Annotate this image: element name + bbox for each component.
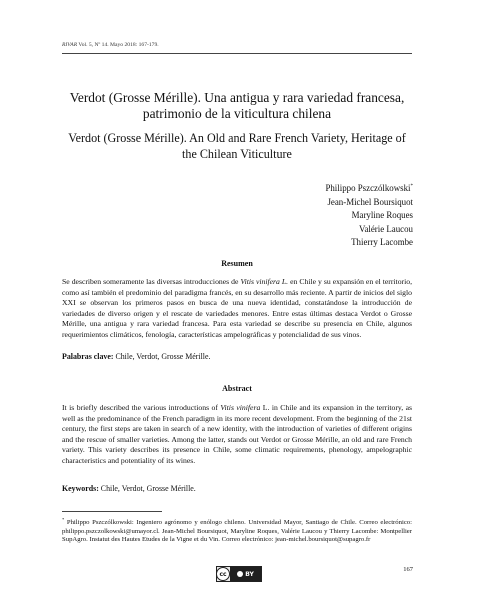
footnote-mark: * bbox=[410, 184, 413, 189]
species-name: Vitis vinifera L. bbox=[240, 277, 289, 286]
author-list bbox=[325, 180, 413, 250]
title-spanish: Verdot (Grosse Mérille). Una antigua y rara variedad francesa, patrimonio de la viticultura chilena bbox=[69, 90, 405, 121]
running-header bbox=[62, 42, 159, 48]
author-name: Valérie Laucou bbox=[359, 223, 413, 234]
keywords bbox=[62, 484, 196, 493]
resumen-text: Se describen someramente las diversas introducciones de Vitis vinifera L. en Chile y su expansión en el territorio, como así también el predominio del paradigma francés, en su desarrollo más reciente. A partir de inicios del siglo XXI se observan los primeros pasos en busca de una nueva identidad, constatándose la introducción de variedades de diverso origen y el rescate de variedades menores. Entre estas últimas destaca Verdot o Grosse Mérille, una antigua y rara variedad francesa. Para esta variedad se describe su presencia en Chile, algunos requerimientos climáticos, fenología, características ampelográficas y potencialidad de sus vinos. bbox=[62, 277, 412, 339]
resumen-heading: Resumen bbox=[221, 259, 253, 268]
author-footnote: * Philippo Pszczólkowski: Ingeniero agrónomo y enólogo chileno. Universidad Mayor, Santiago de Chile. Correo electrónico: philippo.pszczolkowski@umayor.cl. Jean-Michel Boursiquot, Maryline Roques, Valérie Laucou y Thierry Lacombe: Montpellier SupAgro. Instatut des Hautes Etudes de la Vigne et du Vin. Correo electrónico: jean-michel.boursiquot@supagro.fr bbox=[62, 517, 412, 544]
cc-icon: cc bbox=[216, 567, 230, 581]
author-name: Philippo Pszczólkowski* bbox=[325, 182, 413, 193]
footnote-mark: * bbox=[62, 517, 65, 522]
person-icon bbox=[237, 571, 243, 577]
journal-citation: Vol. 5, Nº 14. Mayo 2018: 167-179. bbox=[77, 42, 159, 48]
author-name: Maryline Roques bbox=[351, 210, 413, 221]
keywords-label: Keywords: bbox=[62, 484, 99, 493]
footnote-rule bbox=[62, 511, 162, 512]
cc-license-badge[interactable] bbox=[216, 566, 262, 582]
palabras-clave bbox=[62, 352, 210, 361]
journal-name: RIVAR bbox=[62, 42, 78, 48]
page-number: 167 bbox=[403, 566, 413, 573]
header-rule bbox=[62, 53, 412, 54]
keywords-label: Palabras clave: bbox=[62, 352, 114, 361]
species-name: Vitis vinifera bbox=[220, 403, 261, 412]
title-english: Verdot (Grosse Mérille). An Old and Rare French Variety, Heritage of the Chilean Viticulture bbox=[68, 131, 406, 161]
author-name: Jean-Michel Boursiquot bbox=[327, 196, 413, 207]
keywords-value: Chile, Verdot, Grosse Mérille. bbox=[113, 352, 211, 361]
author-name: Thierry Lacombe bbox=[351, 237, 413, 248]
abstract-heading: Abstract bbox=[222, 384, 252, 393]
keywords-value: Chile, Verdot, Grosse Mérille. bbox=[98, 484, 196, 493]
by-attribution: BY bbox=[230, 567, 261, 581]
abstract-text: It is briefly described the various introductions of Vitis vinifera L. in Chile and its expansion in the territory, as well as the predominance of the French paradigm in its more recent development. From the beginning of the 21st century, the first steps are taken in search of a new identity, with the introduction of varieties of different origins and the rescue of smaller varieties. Among the latter, stands out Verdot or Grosse Mérille, an old and rare French variety. This variety describes its presence in Chile, some climatic requirements, phenology, ampelographic characteristics and potentiality of its wines. bbox=[62, 403, 413, 465]
